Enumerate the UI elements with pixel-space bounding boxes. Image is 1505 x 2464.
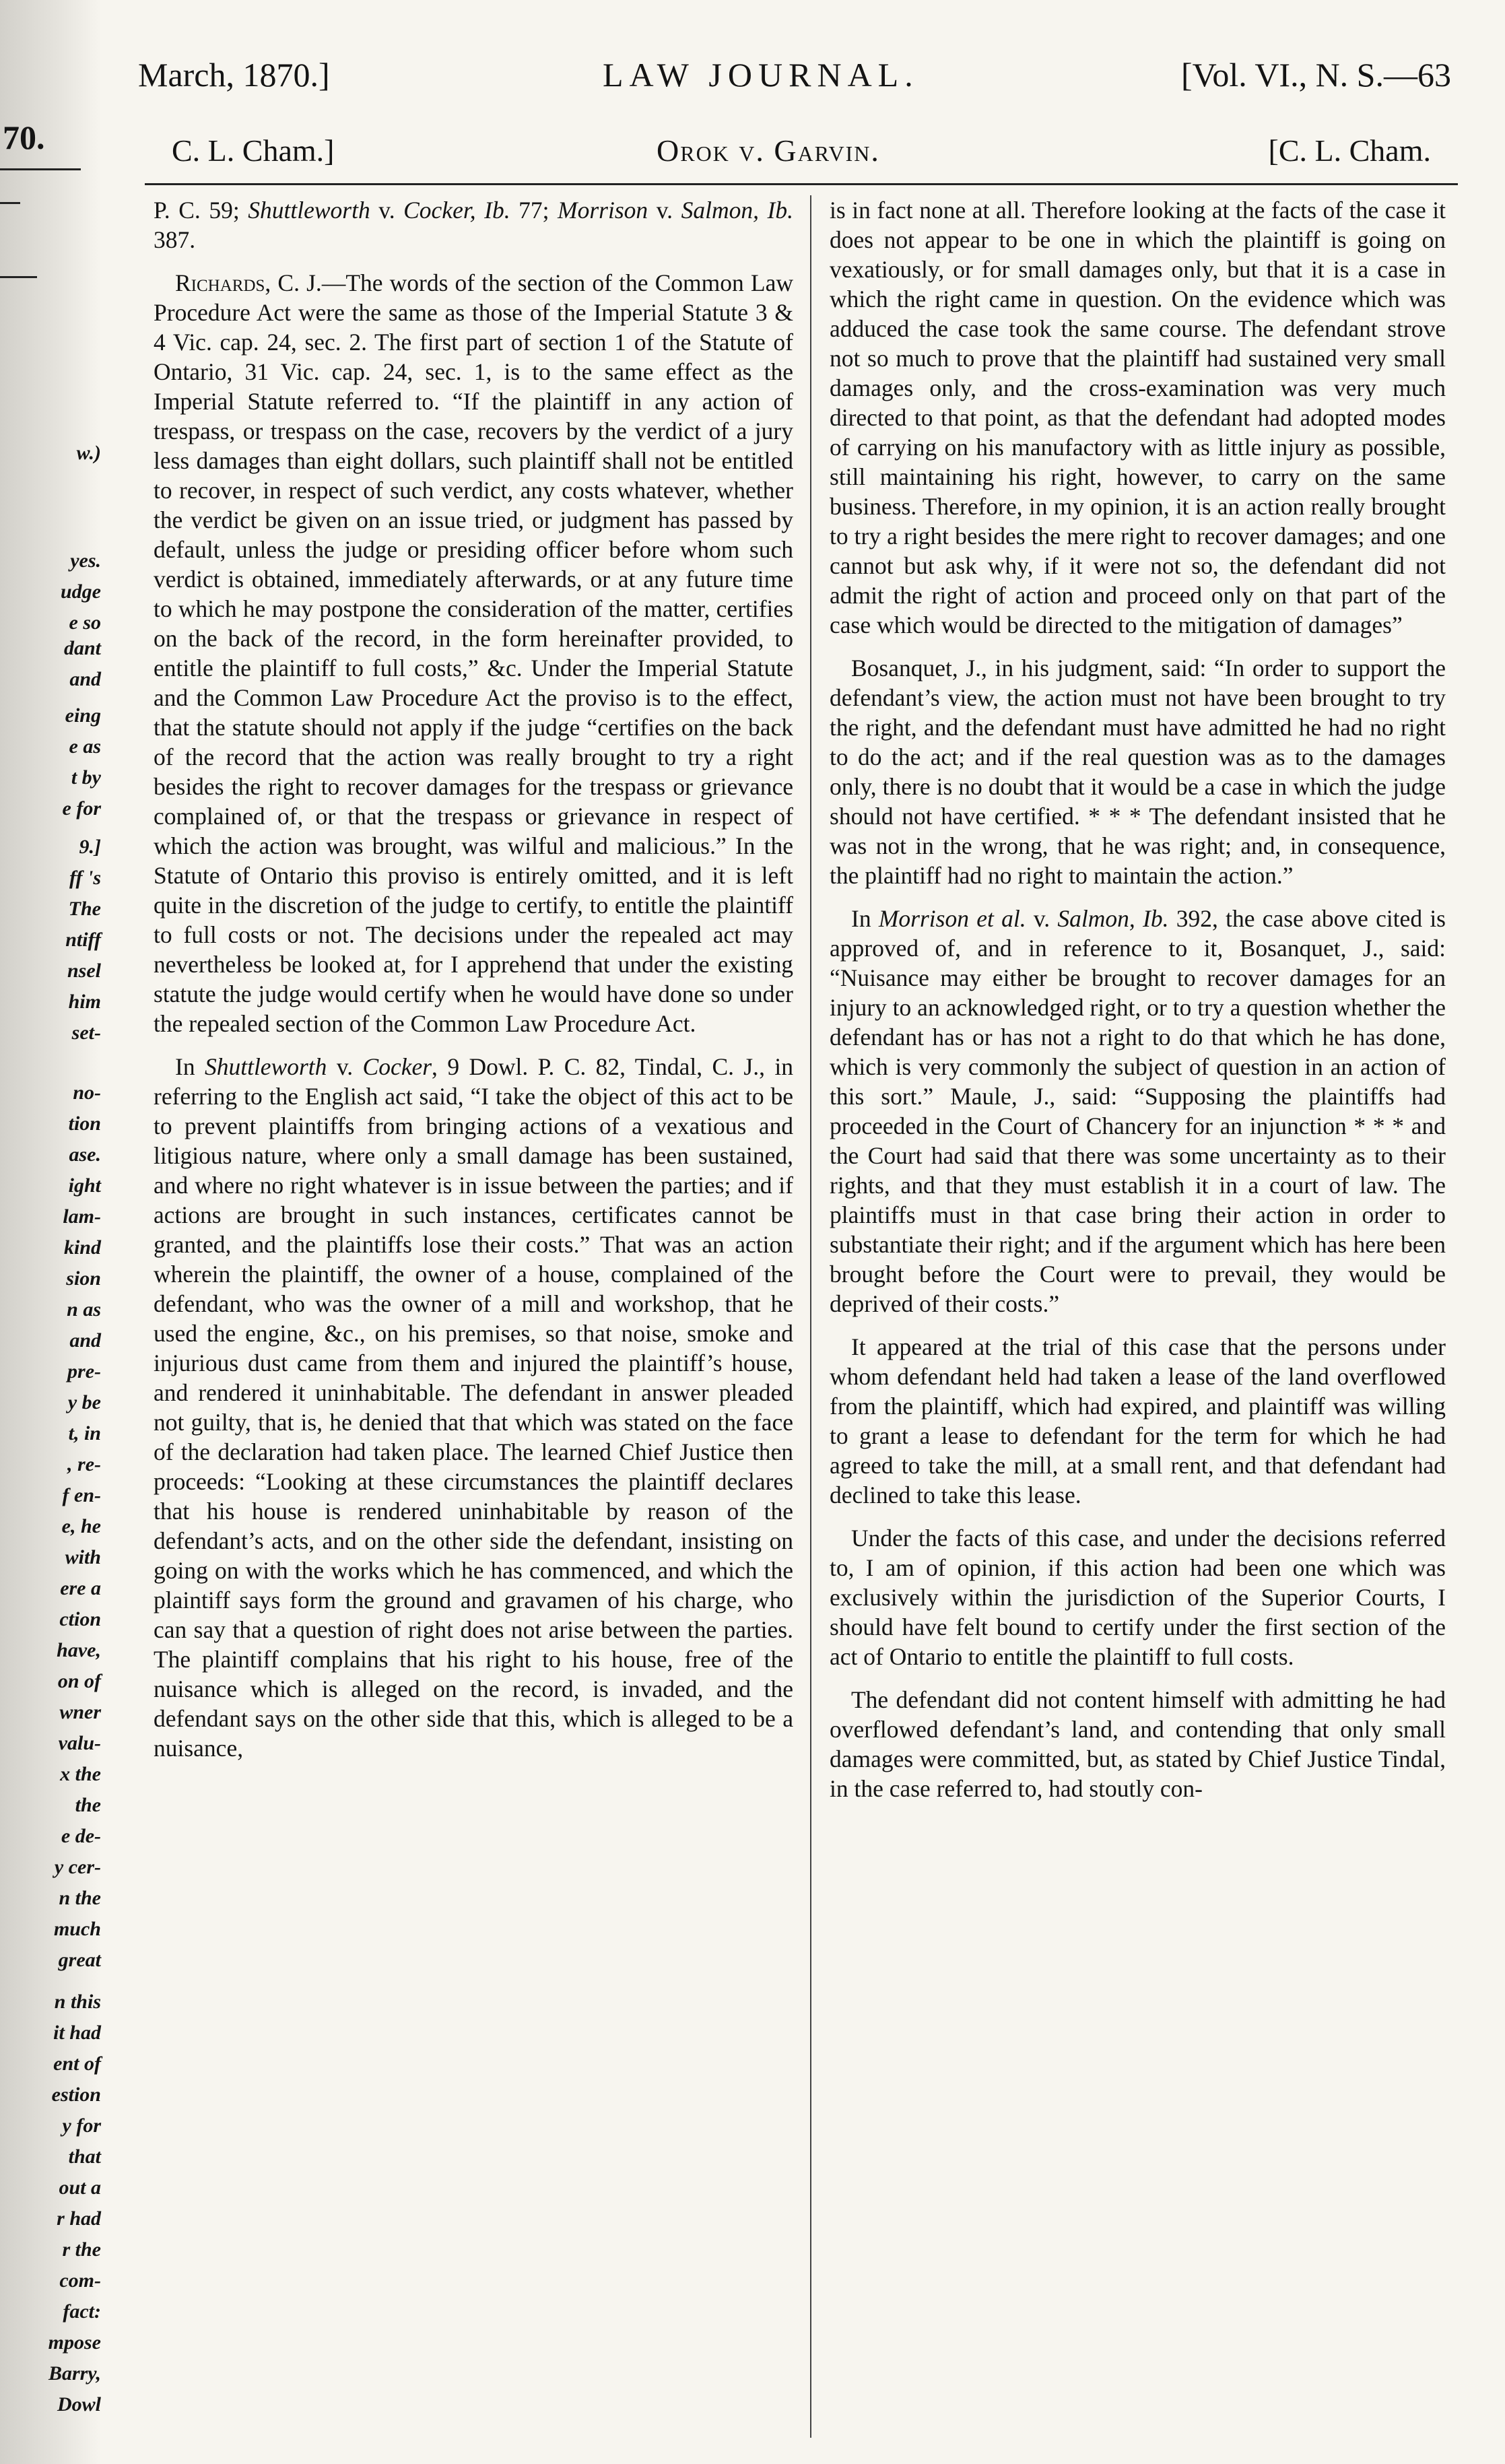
- margin-rule: [0, 168, 81, 170]
- paragraph: Bosanquet, J., in his judgment, said: “In order to support the defendant’s view, the action must not have been brought to try the right, and the defendant must have admitted he had no right to do the act; and if the real question was as to the damages only, there is no doubt that it would be a case in which the judge should not have certified. * * * The defendant insisted that he was not in the wrong, that he was right; and, in consequence, the plaintiff had no right to maintain the action.”: [830, 655, 1446, 889]
- margin-text-fragment: 9.] ff 's The ntiff nsel him set-: [65, 836, 101, 1044]
- journal-title: LAW JOURNAL.: [603, 56, 919, 94]
- margin-rule: [0, 202, 20, 204]
- margin-text-fragment: yes. udge e so: [61, 550, 101, 634]
- left-column: [154, 195, 793, 2458]
- header-rule: [145, 183, 1458, 185]
- paragraph: The defendant did not content himself with admitting he had overflowed defendant’s land, and contending that only small damages were committed, but, as stated by Chief Justice Tindal, in the case referred to, had stoutly con-: [830, 1686, 1446, 1802]
- margin-rule: [0, 276, 37, 278]
- paragraph: Richards, C. J.—The words of the section of the Common Law Procedure Act were the same as those of the Imperial Statute 3 & 4 Vic. cap. 24, sec. 2. The first part of section 1 of the Statute of Ontario, 31 Vic. cap. 24, sec. 1, is to the same effect as the Imperial Statute referred to. “If the plaintiff in any action of trespass, or trespass on the case, recovers by the verdict of a jury less damages than eight dollars, such plaintiff shall not be entitled to recover, in respect of such verdict, any costs whatever, whether the verdict be given on an issue tried, or judgment has passed by default, unless the judge or presiding officer before whom such verdict is obtained, immediately afterwards, or at any future time to which he may postpone the consideration of the matter, certifies on the back of the record, in the form hereinafter provided, to entitle the plaintiff to full costs,” &c. Under the Imperial Statute and the Common Law Procedure Act the proviso is to the effect, that the statute should not apply if the judge “certifies on the back of the record that the action was really brought to try a right besides the right to recover damages for the trespass or grievance complained of, or that the trespass or grievance in respect of which the action was brought, was wilful and malicious.” In the Statute of Ontario this proviso is entirely omitted, and it is left quite in the discretion of the judge to certify, to entitle the plaintiff to full costs or not. The decisions under the repealed act may nevertheless be looked at, for I apprehend that under the existing statute the judge would certify when he would have done so under the repealed section of the Common Law Procedure Act.: [154, 269, 793, 1037]
- paragraph: is in fact none at all. Therefore looking at the facts of the case it does not appear to be one in which the plaintiff is going on vexatiously, or for small damages only, but that it is a case in which the right came in question. On the evidence which was adduced the case took the same course. The defendant strove not so much to prove that the plaintiff had sustained very small damages only, and the cross-examination was very much directed to that point, as that the defendant had adopted modes of carrying on his manufactory with as little injury as possible, still maintaining his right, however, to carry on the same business. Therefore, in my opinion, it is an action really brought to try a right besides the mere right to recover damages; and one cannot but ask why, if it were not so, the defendant did not admit the right of action and proceed only on that part of the case which would be directed to the mitigation of damages”: [830, 197, 1446, 638]
- issue-date: March, 1870.]: [138, 56, 330, 94]
- paragraph: Under the facts of this case, and under the decisions referred to, I am of opinion, if this action had been one which was exclusively within the jurisdiction of the Superior Courts, I should have felt bound to certify under the first section of the act of Ontario to entitle the plaintiff to full costs.: [830, 1525, 1446, 1670]
- adjacent-page-margin: [0, 0, 101, 2464]
- case-head: [131, 125, 1451, 182]
- margin-year-fragment: 70.: [3, 119, 45, 156]
- column-divider: [810, 195, 811, 2438]
- margin-text-fragment: w.): [76, 442, 101, 464]
- paragraph: It appeared at the trial of this case that the persons under whom defendant held had taken a lease of the land overflowed from the plaintiff, which had expired, and plaintiff was willing to grant a lease to defendant for the term for which he had agreed to take the mill, at a small rent, and that defendant had declined to take this lease.: [830, 1333, 1446, 1508]
- court-left: C. L. Cham.]: [172, 133, 335, 168]
- paragraph: In Morrison et al. v. Salmon, Ib. 392, the case above cited is approved of, and in reference to it, Bosanquet, J., said: “Nuisance may either be brought to recover damages for an injury to an acknowledged right, or to try a question whether the defendant has or has not a right to do that which he has done, which is very commonly the subject of question in an action of this sort.” Maule, J., said: “Supposing the plaintiffs had proceeded in the Court of Chancery for an injunction * * * and the Court had said that there was some uncertainty as to their rights, and that they must establish it in a court of law. The plaintiffs must in that case bring their action in order to substantiate their right; and if the argument which has here been brought before the Court were to prevail, they would be deprived of their costs.”: [830, 905, 1446, 1317]
- case-name: Orok v. Garvin.: [657, 133, 880, 168]
- judge-name: Richards, C. J.: [175, 269, 322, 296]
- margin-text-fragment: n this it had ent of estion y for that out a r had r the com- fact: mpose Barry, Dowl: [48, 1991, 101, 2416]
- court-right: [C. L. Cham.: [1268, 133, 1431, 168]
- margin-text-fragment: no- tion ase. ight lam- kind sion n as and pre- y be t, in , re- f en- e, he with ere a ction have, on of wner valu- x the the e de- y cer- n the much great: [53, 1081, 101, 1971]
- volume-page: [Vol. VI., N. S.—63: [1181, 56, 1451, 94]
- margin-text-fragment: eing e as t by e for: [62, 704, 101, 820]
- margin-text-fragment: dant and: [63, 637, 101, 690]
- paragraph: In Shuttleworth v. Cocker, 9 Dowl. P. C. 82, Tindal, C. J., in referring to the English act said, “I take the object of this act to be to prevent plaintiffs from bringing actions of a vexatious and litigious nature, where only a small damage has been sustained, and where no right whatever is in issue between the parties; and if actions are brought in such instances, certificates cannot be granted, and the plaintiffs lose their costs.” That was an action wherein the plaintiff, the owner of a house, complained of the defendant, who was the owner of a mill and workshop, that he used the engine, &c., on his premises, so that noise, smoke and injurious dust came from them and injured the plaintiff’s house, and rendered it uninhabitable. The defendant in answer pleaded not guilty, that is, he denied that that which was stated on the face of the declaration had taken place. The learned Chief Justice then proceeds: “Looking at these circumstances the plaintiff declares that his house is rendered uninhabitable by reason of the defendant’s acts, and on the other side the defendant, insisting on going on with the works which he has commenced, and which the plaintiff says form the ground and gravamen of his charge, who can say that a question of right does not arise between the parties. The plaintiff complains that his right to his house, free of the nuisance which is alleged on the record, is invaded, and the defendant says on the other side that this, which is alleged to be a nuisance,: [154, 1053, 793, 1762]
- right-column: [830, 195, 1446, 2458]
- running-head: [131, 47, 1451, 108]
- paragraph: P. C. 59; Shuttleworth v. Cocker, Ib. 77; Morrison v. Salmon, Ib. 387.: [154, 197, 793, 253]
